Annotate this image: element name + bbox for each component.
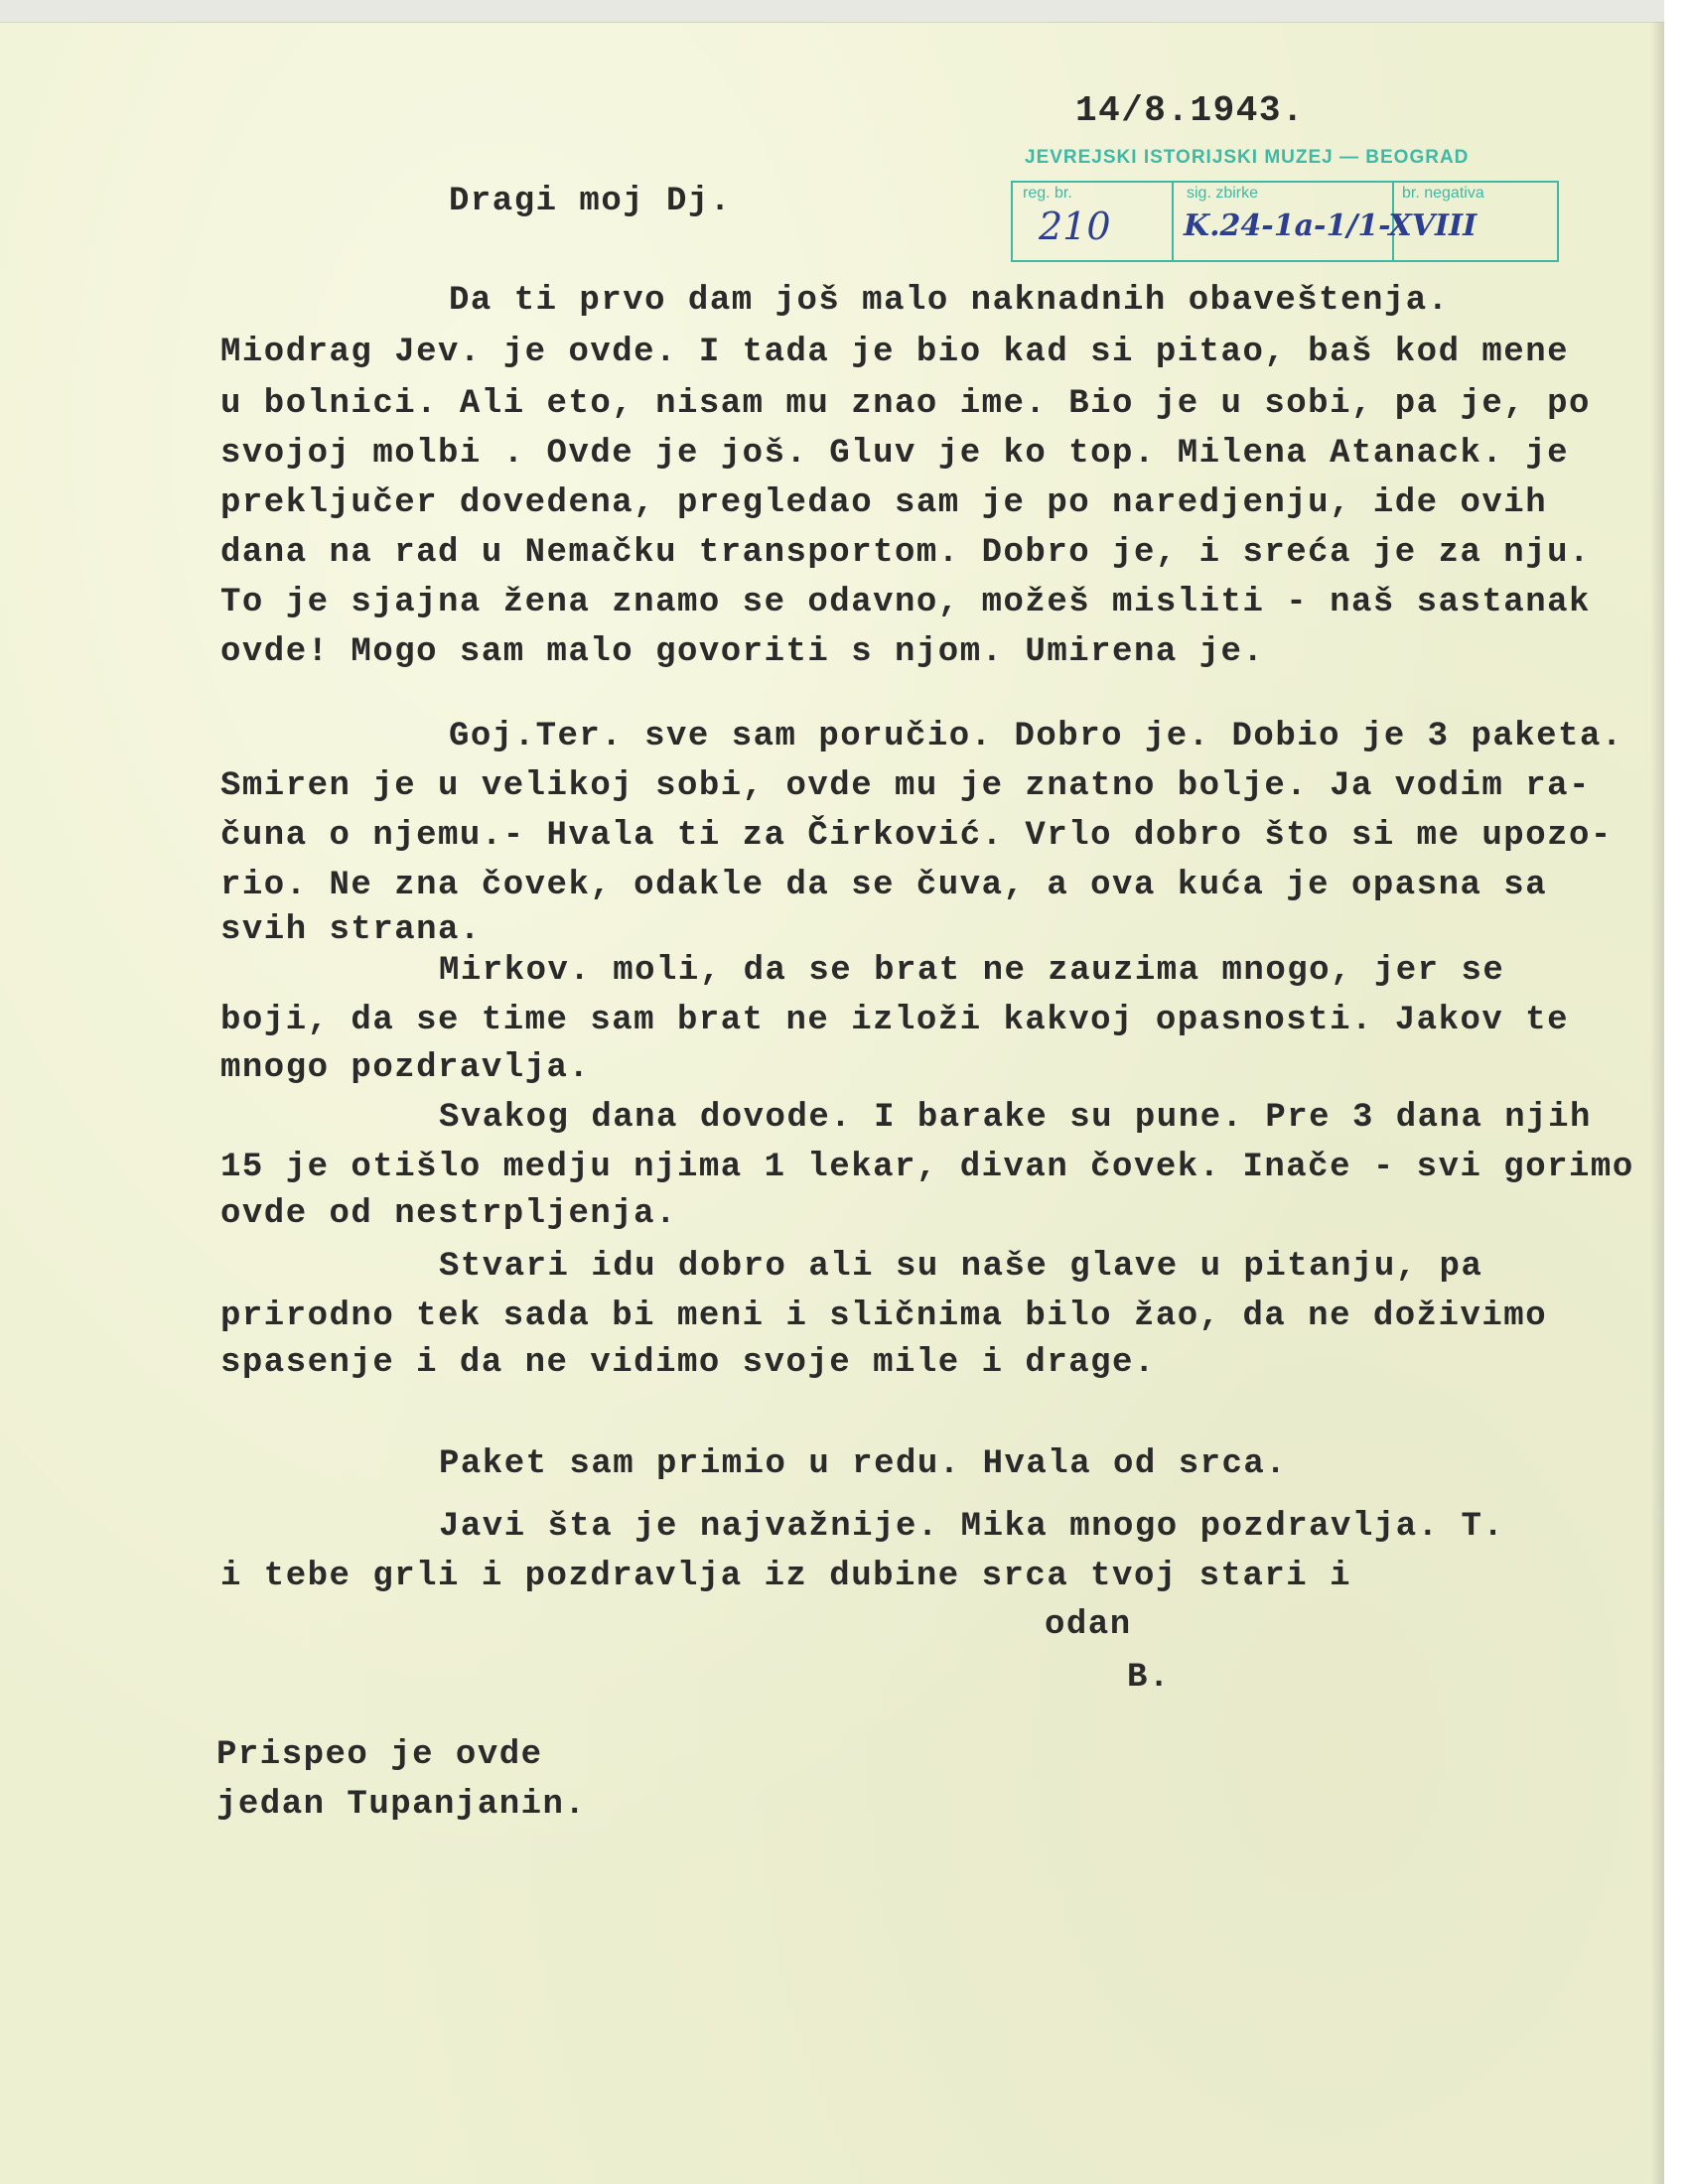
stamp-reg-value: 210	[1039, 205, 1111, 248]
body-line: Paket sam primio u redu. Hvala od srca.	[439, 1445, 1288, 1483]
body-line: boji, da se time sam brat ne izloži kakvoj opasnosti. Jakov te	[220, 1002, 1570, 1039]
body-line: Javi šta je najvažnije. Mika mnogo pozdravlja. T.	[439, 1508, 1505, 1546]
body-line: 15 je otišlo medju njima 1 lekar, divan čovek. Inače - svi gorimo	[220, 1149, 1634, 1186]
page-edge-shadow	[1650, 22, 1664, 2184]
stamp-neg-label: br. negativa	[1402, 185, 1484, 202]
body-line: u bolnici. Ali eto, nisam mu znao ime. Bio je u sobi, pa je, po	[220, 385, 1591, 423]
body-line: Svakog dana dovode. I barake su pune. Pre 3 dana njih	[439, 1099, 1592, 1137]
postscript-line: Prispeo je ovde	[216, 1736, 543, 1774]
body-line: Da ti prvo dam još malo naknadnih obaveštenja.	[449, 282, 1450, 320]
body-line: svih strana.	[220, 911, 482, 949]
body-line: mnogo pozdravlja.	[220, 1049, 591, 1087]
body-line: To je sjajna žena znamo se odavno, možeš misliti - naš sastanak	[220, 584, 1591, 621]
body-line: svojoj molbi . Ovde je još. Gluv je ko top. Milena Atanack. je	[220, 435, 1570, 473]
stamp-divider	[1172, 183, 1174, 260]
stamp-reg-label: reg. br.	[1023, 185, 1072, 202]
body-line: Stvari idu dobro ali su naše glave u pitanju, pa	[439, 1248, 1483, 1286]
stamp-box	[1011, 181, 1559, 262]
body-line: ovde! Mogo sam malo govoriti s njom. Umirena je.	[220, 633, 1265, 671]
stamp-sig-value: K.24-1a-1/1-XVIII	[1184, 208, 1477, 243]
body-line: Mirkov. moli, da se brat ne zauzima mnogo, jer se	[439, 952, 1505, 990]
postscript-line: jedan Tupanjanin.	[216, 1786, 587, 1824]
scan-right-margin	[1664, 0, 1688, 2184]
stamp-title: JEVREJSKI ISTORIJSKI MUZEJ — BEOGRAD	[1025, 147, 1470, 168]
body-line: dana na rad u Nemačku transportom. Dobro je, i sreća je za nju.	[220, 534, 1591, 572]
body-line: i tebe grli i pozdravlja iz dubine srca tvoj stari i	[220, 1558, 1351, 1595]
body-line: spasenje i da ne vidimo svoje mile i drage.	[220, 1344, 1156, 1382]
body-line: Smiren je u velikoj sobi, ovde mu je znatno bolje. Ja vodim ra-	[220, 767, 1591, 805]
body-line: rio. Ne zna čovek, odakle da se čuva, a ova kuća je opasna sa	[220, 867, 1548, 904]
body-line: preključer dovedena, pregledao sam je po naredjenju, ide ovih	[220, 484, 1548, 522]
body-line: prirodno tek sada bi meni i sličnima bilo žao, da ne doživimo	[220, 1297, 1548, 1335]
body-line: ovde od nestrpljenja.	[220, 1195, 677, 1233]
signature: B.	[1127, 1659, 1171, 1697]
body-line: Goj.Ter. sve sam poručio. Dobro je. Dobio je 3 paketa.	[449, 718, 1623, 755]
scan-top-strip	[0, 0, 1664, 23]
body-line: Miodrag Jev. je ovde. I tada je bio kad si pitao, baš kod mene	[220, 334, 1570, 371]
letter-date: 14/8.1943.	[1075, 90, 1306, 131]
salutation: Dragi moj Dj.	[449, 183, 732, 220]
closing: odan	[1045, 1606, 1132, 1644]
stamp-sig-label: sig. zbirke	[1187, 185, 1259, 202]
body-line: čuna o njemu.- Hvala ti za Čirković. Vrlo dobro što si me upozo-	[220, 817, 1613, 855]
archive-stamp	[1011, 147, 1557, 260]
